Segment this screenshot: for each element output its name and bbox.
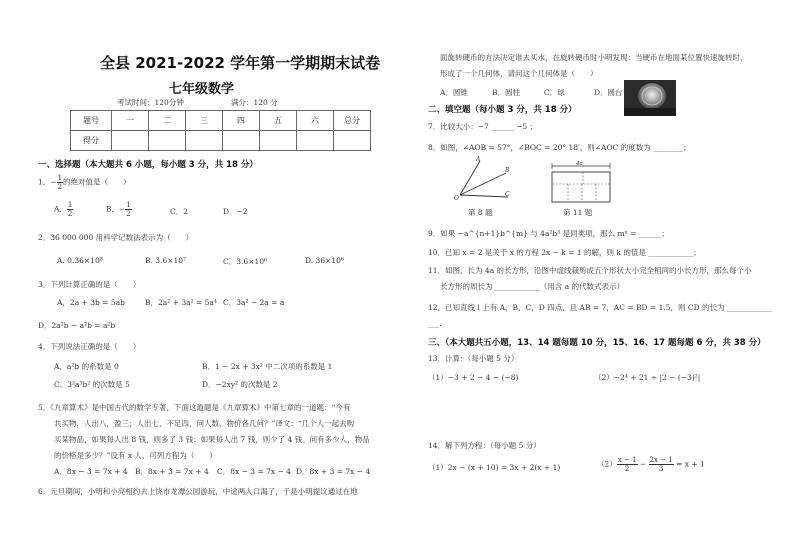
fraction: $\frac{1}{2}$ <box>57 174 63 191</box>
question-12-line-1: 12．已知直线 l 上有 A，B，C，D 四点，且 AB = 7，AC = BD = 1.5，则 CD 的长为 ____________ <box>428 303 772 312</box>
question-8: 8．如图，∠AOB = 57°，∠BOC = 20° 18′，则∠AOC 的度数为 ________； <box>428 143 691 152</box>
score-cell: 总分 <box>334 111 371 131</box>
score-table-score-row <box>71 131 371 151</box>
question-13-part-2: （2）−2⁴ + 21 ÷ |2 − (−3)²| <box>594 373 701 382</box>
figure-dimension-label: 4a <box>576 161 583 167</box>
score-cell <box>297 131 334 151</box>
question-5-line-3: 买某物品，如果每人出 8 钱，则多了 3 钱；如果每人出 7 钱，则少了 4 钱。问有多少人，物品 <box>54 435 370 444</box>
question-5-option-c: C．8x − 3 = 7x − 4 <box>217 467 291 476</box>
question-3-option-c: C．3a² − 2a = a <box>223 298 285 307</box>
score-table <box>70 110 371 151</box>
section-1-heading: 一、选择题（本大题共 6 小题，每小题 3 分，共 18 分） <box>38 160 258 170</box>
figure-11-caption: 第 11 题 <box>563 208 593 217</box>
score-cell <box>149 131 186 151</box>
question-1-stem: 1．− $\frac{1}{2}$ 的绝对值是（ ） <box>38 174 131 191</box>
question-5-option-d: D．8x + 3 = 7x − 4 <box>296 467 371 476</box>
question-4-stem: 4．下列说法正确的是（ ） <box>38 342 141 351</box>
question-5-line-4: 的价格是多少？”设有 x 人，可列方程为（ ） <box>54 451 217 460</box>
question-2-option-c: C．3.6×10⁶ <box>223 257 268 266</box>
question-13-part-1: （1）−3 + 2 − 4 − (−8) <box>428 373 519 382</box>
question-6-line-1: 6．元旦期间，小明和小亮相约去上饶市龙潭公园游玩，中途两人口渴了，于是小明提议通过在地 <box>38 487 358 496</box>
exam-time: 考试时间：120分钟 <box>117 98 184 107</box>
figure-q8-angles <box>452 155 512 203</box>
question-9: 9．如果 −a^{n+1}b^{m} 与 4a²b³ 是同类项，那么 mⁿ = ______； <box>428 229 669 238</box>
question-3-stem: 3．下列计算正确的是（ ） <box>38 280 141 289</box>
score-cell: 得分 <box>71 131 112 151</box>
question-4-option-d: D．−2xy² 的次数是 2 <box>202 380 278 389</box>
question-6-option-a: A．圆锥 <box>440 88 468 97</box>
question-3-option-a: A．2a + 3b = 5ab <box>57 298 125 307</box>
question-14-part-1: （1）2x − (x + 10) = 3x + 2(x + 1) <box>428 463 561 472</box>
question-7: 7．比较大小：−7 ______ −5 ； <box>428 122 538 131</box>
score-cell: 六 <box>297 111 334 131</box>
score-table-header-row <box>71 111 371 131</box>
score-cell <box>112 131 149 151</box>
question-5-option-a: A．8x − 3 = 7x + 4 <box>54 467 128 476</box>
question-2-option-d: D. 36×10⁶ <box>305 256 344 265</box>
question-11-line-2: 长方形的周长为 ____________（用含 a 的代数式表示） <box>440 282 625 291</box>
figure-label-o: O <box>454 195 459 202</box>
figure-label-a: A <box>476 156 481 163</box>
question-6-option-d: D．圆台 <box>594 88 623 97</box>
score-cell <box>334 131 371 151</box>
question-13: 13．计算：（每小题 5 分） <box>428 354 519 363</box>
question-1-option-a: A． $\frac{1}{2}$ <box>54 201 73 218</box>
page-subtitle: 七年级数学 <box>169 82 235 97</box>
score-cell <box>260 131 297 151</box>
question-1-option-c: C．2 <box>170 207 189 216</box>
question-14: 14．解下列方程：（每小题 5 分） <box>428 441 541 450</box>
score-cell: 四 <box>223 111 260 131</box>
question-1-option-d: D．−2 <box>223 207 248 216</box>
question-2-option-a: A. 0.36×10⁸ <box>57 256 103 265</box>
score-cell: 二 <box>149 111 186 131</box>
question-3-option-b: B．2a² + 3a² = 5a⁴ <box>145 298 217 307</box>
question-5-line-2: 共买物，人出八，盈三；人出七，不足四，问人数、物价各几何？”译文：“几个人一起去购 <box>54 419 355 428</box>
question-4-option-a: A．a²b 的系数是 0 <box>54 362 119 371</box>
figure-label-c: C <box>505 191 510 198</box>
question-2-option-b: B. 3.6×10⁷ <box>145 256 187 265</box>
score-cell: 五 <box>260 111 297 131</box>
question-4-option-c: C．3²a³b² 的次数是 5 <box>54 380 130 389</box>
score-cell <box>223 131 260 151</box>
question-14-part-2: （2） $\frac{x - 1}{2}$ − $\frac{2x - 1}{3}$ = x + 1 <box>597 456 705 473</box>
section-3-heading: 三、（本大题共五小题，13、14 题每题 10 分，15、16、17 题每题 6 分，共 38 分） <box>428 338 766 348</box>
score-cell <box>186 131 223 151</box>
score-cell: 题号 <box>71 111 112 131</box>
figure-label-b: B <box>505 167 510 174</box>
question-5-line-1: 5．《九章算术》是中国古代的数学专著，下面这道题是《九章算术》中第七章的一道题：“今有 <box>38 403 351 412</box>
section-2-heading: 二、填空题（每小题 3 分，共 18 分） <box>428 105 577 115</box>
question-6-option-c: C．球 <box>544 88 565 97</box>
score-cell: 三 <box>186 111 223 131</box>
figure-8-caption: 第 8 题 <box>468 208 493 217</box>
question-6-cont-line-1: 面旋转硬币的方法决定谁去买水，在旋转硬币时小明发现：当硬币在地面某位置快速旋转时， <box>440 53 748 62</box>
question-10: 10．已知 x = 2 是关于 x 的方程 2x − k = 1 的解，则 k 的值是 ____________； <box>428 248 701 257</box>
score-cell: 一 <box>112 111 149 131</box>
question-6-cont-line-2: 形成了一个几何体，请问这个几何体是（ ） <box>440 69 598 78</box>
question-12-line-2: ___. <box>428 319 442 328</box>
spinning-coin-photo <box>624 80 676 116</box>
question-1-option-b: B．− $\frac{1}{2}$ <box>106 201 131 218</box>
page-title: 全县 2021-2022 学年第一学期期末试卷 <box>100 54 381 72</box>
full-score: 满分：120 分 <box>231 98 278 107</box>
question-2-stem: 2．36 000 000 用科学记数法表示为（ ） <box>38 233 194 242</box>
question-4-option-b: B．1 − 2x + 3x² 中二次项的系数是 1 <box>202 362 333 371</box>
question-6-option-b: B．圆柱 <box>492 88 521 97</box>
figure-q11-rectangle <box>548 160 618 206</box>
question-5-option-b: B．8x + 3 = 7x + 4 <box>135 467 209 476</box>
question-11-line-1: 11．如图，长为 4a 的长方形，沿图中虚线裁剪成五个形状大小完全相同的小长方形，那么每个小 <box>428 266 752 275</box>
question-3-option-d: D．2a²b − a²b = a²b <box>38 321 116 330</box>
